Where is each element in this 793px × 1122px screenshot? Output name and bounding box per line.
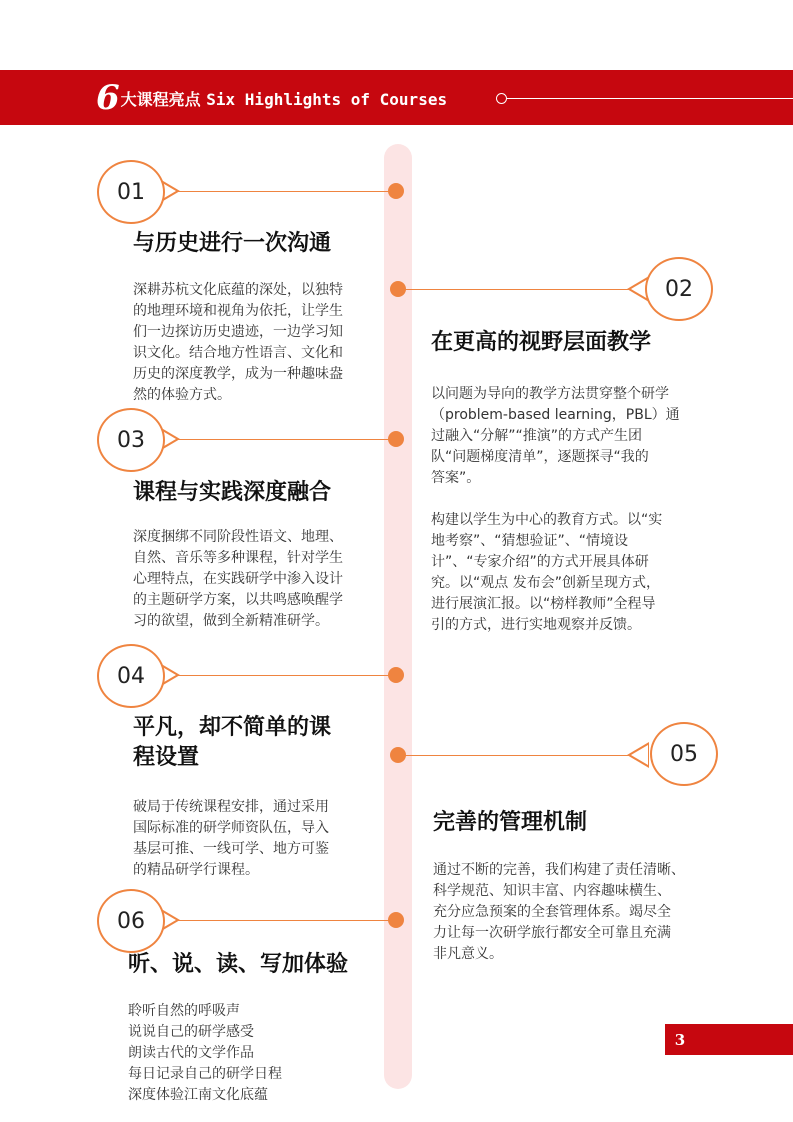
body-line: 的地理环境和视角为依托，让学生 — [133, 303, 343, 319]
body-line: 答案”。 — [431, 470, 481, 486]
timeline-dot-01 — [388, 183, 404, 199]
body-line: 引的方式，进行实地观察并反馈。 — [431, 617, 641, 633]
body-line: 习的欲望，做到全新精准研学。 — [133, 613, 329, 629]
connector-04 — [178, 675, 396, 676]
timeline-dot-02 — [390, 281, 406, 297]
timeline-dot-03 — [388, 431, 404, 447]
body-line: 破局于传统课程安排，通过采用 — [133, 799, 329, 815]
connector-05 — [398, 755, 630, 756]
body-line: 历史的深度教学，成为一种趣味盎 — [133, 366, 343, 382]
body-line: 科学规范、知识丰富、内容趣味横生、 — [433, 883, 671, 899]
body-line: 构建以学生为中心的教育方式。以“实 — [431, 512, 663, 528]
body-line: 进行展演汇报。以“榜样教师”全程导 — [431, 596, 656, 612]
number-bubble-03 — [97, 408, 165, 472]
page-title — [96, 78, 447, 120]
title-en: Six Highlights of Courses — [206, 90, 448, 109]
title-cn: 大课程亮点 — [120, 90, 201, 109]
body-line: 们一边探访历史遗迹，一边学习知 — [133, 324, 343, 340]
number-bubble-01 — [97, 160, 165, 224]
body-line: 深度捆绑不同阶段性语文、地理、 — [133, 529, 343, 545]
title-line: 程设置 — [133, 745, 200, 770]
highlight-title-01: 与历史进行一次沟通 — [133, 231, 332, 256]
body-line: 队“问题梯度清单”，逐题探寻“我的 — [431, 449, 649, 465]
bubble-tail-inner-05 — [631, 745, 648, 765]
highlight-body-06 — [128, 1001, 378, 1106]
timeline-dot-06 — [388, 912, 404, 928]
body-line: 究。以“观点 发布会”创新呈现方式， — [431, 575, 660, 591]
body-line: 计”、“专家介绍”的方式开展具体研 — [431, 554, 649, 570]
bubble-number: 04 — [117, 663, 145, 689]
highlight-body-04 — [133, 797, 378, 881]
page-number: 3 — [674, 1030, 686, 1049]
bubble-number: 05 — [670, 741, 698, 767]
body-line: 力让每一次研学旅行都安全可靠且充满 — [433, 925, 671, 941]
highlight-body-03 — [133, 527, 378, 632]
body-line: 深耕苏杭文化底蕴的深处，以独特 — [133, 282, 343, 298]
highlight-title-02: 在更高的视野层面教学 — [431, 330, 652, 355]
header-decor-circle — [496, 93, 507, 104]
body-line: 说说自己的研学感受 — [128, 1024, 254, 1040]
connector-02 — [398, 289, 630, 290]
body-line: 每日记录自己的研学日程 — [128, 1066, 282, 1082]
body-line: 通过不断的完善，我们构建了责任清晰、 — [433, 862, 685, 878]
body-line: 地考察”、“猜想验证”、“情境设 — [431, 533, 629, 549]
page-number-box — [665, 1024, 793, 1055]
body-line: 朗读古代的文学作品 — [128, 1045, 254, 1061]
bubble-number: 01 — [117, 179, 145, 205]
body-line: 然的体验方式。 — [133, 387, 231, 403]
timeline-dot-05 — [390, 747, 406, 763]
body-line: 国际标准的研学师资队伍，导入 — [133, 820, 329, 836]
number-bubble-06 — [97, 889, 165, 953]
body-line: 深度体验江南文化底蕴 — [128, 1087, 268, 1103]
bubble-number: 02 — [665, 276, 693, 302]
body-line: 以问题为导向的教学方法贯穿整个研学 — [431, 386, 669, 402]
body-line: 识文化。结合地方性语言、文化和 — [133, 345, 343, 361]
connector-01 — [178, 191, 396, 192]
highlight-body-01 — [133, 280, 378, 406]
highlight-body-02b — [431, 510, 731, 636]
number-bubble-04 — [97, 644, 165, 708]
body-line: 的精品研学行课程。 — [133, 862, 259, 878]
number-bubble-02 — [645, 257, 713, 321]
body-line: 充分应急预案的全套管理体系。竭尽全 — [433, 904, 671, 920]
body-line: 的主题研学方案，以共鸣感唤醒学 — [133, 592, 343, 608]
highlight-title-05: 完善的管理机制 — [433, 810, 588, 835]
timeline-dot-04 — [388, 667, 404, 683]
highlight-body-05 — [433, 860, 733, 965]
connector-03 — [178, 439, 396, 440]
header-decor-line — [506, 98, 793, 99]
highlight-title-03: 课程与实践深度融合 — [133, 480, 332, 505]
connector-06 — [178, 920, 396, 921]
body-line: 自然、音乐等多种课程，针对学生 — [133, 550, 343, 566]
body-line: 非凡意义。 — [433, 946, 503, 962]
body-line: 心理特点，在实践研学中渗入设计 — [133, 571, 343, 587]
body-line: 基层可推、一线可学、地方可鉴 — [133, 841, 329, 857]
body-line: 过融入“分解”“推演”的方式产生团 — [431, 428, 643, 444]
highlight-title-04 — [133, 713, 331, 773]
number-bubble-05 — [650, 722, 718, 786]
title-number: 6 — [96, 78, 120, 118]
body-line: （problem-based learning，PBL）通 — [431, 407, 680, 423]
bubble-number: 03 — [117, 427, 145, 453]
highlight-body-02 — [431, 384, 731, 489]
highlight-title-06: 听、说、读、写加体验 — [128, 952, 349, 977]
bubble-number: 06 — [117, 908, 145, 934]
body-line: 聆听自然的呼吸声 — [128, 1003, 240, 1019]
title-line: 平凡，却不简单的课 — [133, 715, 332, 740]
